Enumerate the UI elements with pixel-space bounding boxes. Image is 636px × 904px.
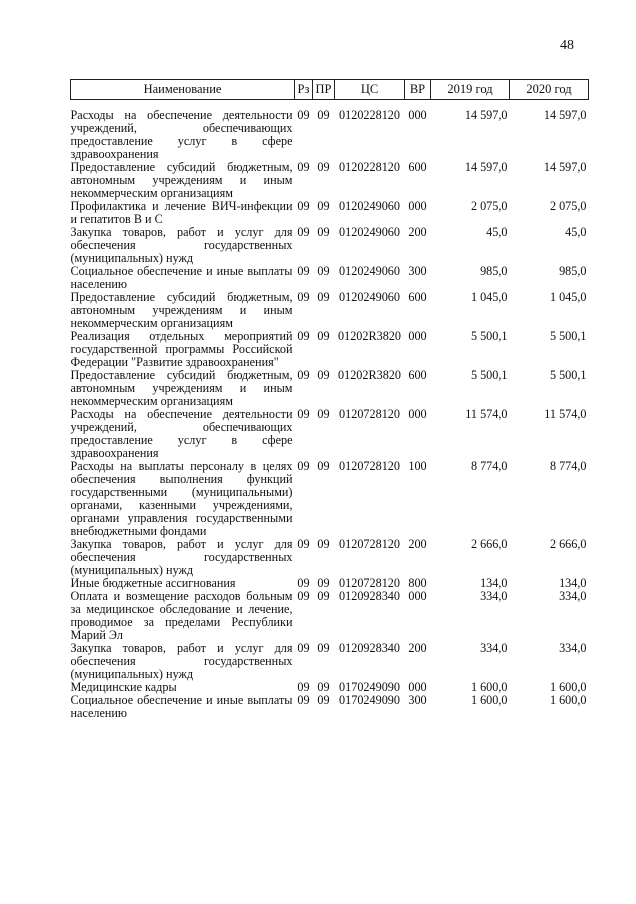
row-name: Оплата и возмещение расходов больным за медицинское обследование и лечение, проводимое за пределами Республики Марий Эл (70, 589, 293, 642)
row-name: Профилактика и лечение ВИЧ-инфекции и гепатитов В и С (70, 199, 293, 226)
row-pr: 09 (317, 368, 330, 382)
page-number: 48 (560, 38, 574, 53)
row-pr: 09 (317, 160, 330, 174)
row-amount-2020: 8 774,0 (549, 459, 587, 473)
row-name: Расходы на выплаты персоналу в целях обеспечения выполнения функций государственными (муниципальными) органами, казенными учреждениями, органами управления государственными внебюджетными фондами (70, 459, 293, 538)
row-vr: 000 (408, 589, 427, 603)
row-rz: 09 (297, 290, 310, 304)
row-rz: 09 (297, 199, 310, 213)
row-pr: 09 (317, 225, 330, 239)
row-rz: 09 (297, 680, 310, 694)
table-row (71, 538, 589, 577)
row-pr: 09 (317, 641, 330, 655)
row-cs: 0170249090 (339, 680, 400, 694)
row-vr: 000 (408, 199, 427, 213)
row-amount-2019: 1 045,0 (470, 290, 508, 304)
row-vr: 100 (408, 459, 427, 473)
row-amount-2019: 14 597,0 (464, 160, 508, 174)
row-vr: 600 (408, 290, 427, 304)
row-pr: 09 (317, 264, 330, 278)
row-pr: 09 (317, 407, 330, 421)
table-row (71, 161, 589, 200)
row-amount-2020: 1 600,0 (549, 680, 587, 694)
row-vr: 300 (408, 264, 427, 278)
row-amount-2020: 334,0 (559, 641, 587, 655)
table-row (71, 100, 589, 162)
row-name: Социальное обеспечение и иные выплаты населению (70, 264, 293, 291)
row-name: Расходы на обеспечение деятельности учреждений, обеспечивающих предоставление услуг в сфере здравоохранения (70, 108, 293, 161)
row-pr: 09 (317, 459, 330, 473)
row-cs: 01202R3820 (338, 329, 401, 343)
row-amount-2020: 334,0 (559, 589, 587, 603)
row-vr: 200 (408, 225, 427, 239)
row-amount-2020: 134,0 (559, 576, 587, 590)
row-cs: 0120728120 (339, 407, 400, 421)
row-vr: 000 (408, 329, 427, 343)
header-vr: ВР (405, 80, 431, 100)
header-name: Наименование (71, 80, 295, 100)
row-amount-2019: 134,0 (480, 576, 508, 590)
row-rz: 09 (297, 368, 310, 382)
row-pr: 09 (317, 290, 330, 304)
row-cs: 0120728120 (339, 576, 400, 590)
row-name: Закупка товаров, работ и услуг для обеспечения государственных (муниципальных) нужд (70, 537, 293, 577)
row-amount-2019: 334,0 (480, 589, 508, 603)
row-name: Реализация отдельных мероприятий государственной программы Российской Федерации "Развитие здравоохранения" (70, 329, 293, 369)
row-cs: 0120249060 (339, 225, 400, 239)
row-amount-2020: 1 600,0 (549, 693, 587, 707)
row-amount-2019: 5 500,1 (470, 329, 508, 343)
row-amount-2019: 14 597,0 (464, 108, 508, 122)
row-rz: 09 (297, 329, 310, 343)
row-pr: 09 (317, 680, 330, 694)
row-cs: 0120249060 (339, 199, 400, 213)
row-name: Иные бюджетные ассигнования (70, 576, 236, 590)
row-cs: 0120249060 (339, 264, 400, 278)
row-pr: 09 (317, 589, 330, 603)
budget-table (70, 79, 589, 720)
table-row (71, 460, 589, 538)
row-cs: 0120728120 (339, 537, 400, 551)
row-amount-2020: 14 597,0 (543, 160, 587, 174)
row-name: Предоставление субсидий бюджетным, автономным учреждениям и иным некоммерческим организациям (70, 160, 293, 200)
header-cs: ЦС (335, 80, 405, 100)
row-pr: 09 (317, 537, 330, 551)
row-cs: 01202R3820 (338, 368, 401, 382)
row-vr: 200 (408, 641, 427, 655)
header-2020: 2020 год (510, 80, 589, 100)
table-row (71, 226, 589, 265)
row-amount-2019: 5 500,1 (470, 368, 508, 382)
row-rz: 09 (297, 264, 310, 278)
row-amount-2020: 2 075,0 (549, 199, 587, 213)
row-pr: 09 (317, 693, 330, 707)
row-amount-2020: 2 666,0 (549, 537, 587, 551)
row-rz: 09 (297, 576, 310, 590)
row-name: Расходы на обеспечение деятельности учреждений, обеспечивающих предоставление услуг в сфере здравоохранения (70, 407, 293, 460)
row-amount-2020: 14 597,0 (543, 108, 587, 122)
row-name: Социальное обеспечение и иные выплаты населению (70, 693, 293, 720)
row-vr: 000 (408, 108, 427, 122)
table-row (71, 694, 589, 720)
row-cs: 0120928340 (339, 589, 400, 603)
row-amount-2019: 2 075,0 (470, 199, 508, 213)
row-amount-2019: 2 666,0 (470, 537, 508, 551)
table-row (71, 590, 589, 642)
row-rz: 09 (297, 108, 310, 122)
row-amount-2020: 45,0 (565, 225, 587, 239)
row-cs: 0170249090 (339, 693, 400, 707)
row-amount-2020: 985,0 (559, 264, 587, 278)
row-name: Медицинские кадры (70, 680, 177, 694)
row-rz: 09 (297, 459, 310, 473)
row-amount-2020: 5 500,1 (549, 329, 587, 343)
row-rz: 09 (297, 537, 310, 551)
header-pr: ПР (313, 80, 335, 100)
row-vr: 200 (408, 537, 427, 551)
row-rz: 09 (297, 225, 310, 239)
row-rz: 09 (297, 407, 310, 421)
row-vr: 000 (408, 680, 427, 694)
table-row (71, 642, 589, 681)
row-amount-2019: 45,0 (486, 225, 508, 239)
table-row (71, 265, 589, 291)
row-amount-2020: 5 500,1 (549, 368, 587, 382)
row-amount-2019: 11 574,0 (465, 407, 508, 421)
header-rz: Рз (295, 80, 313, 100)
row-pr: 09 (317, 329, 330, 343)
row-vr: 800 (408, 576, 427, 590)
row-cs: 0120228120 (339, 160, 400, 174)
row-pr: 09 (317, 199, 330, 213)
table-row (71, 330, 589, 369)
row-vr: 600 (408, 368, 427, 382)
row-amount-2019: 1 600,0 (470, 693, 508, 707)
row-amount-2020: 11 574,0 (544, 407, 587, 421)
row-amount-2019: 985,0 (480, 264, 508, 278)
row-rz: 09 (297, 160, 310, 174)
row-name: Закупка товаров, работ и услуг для обеспечения государственных (муниципальных) нужд (70, 641, 293, 681)
row-amount-2019: 334,0 (480, 641, 508, 655)
row-pr: 09 (317, 108, 330, 122)
row-rz: 09 (297, 693, 310, 707)
row-cs: 0120228120 (339, 108, 400, 122)
table-body (71, 100, 589, 721)
row-name: Предоставление субсидий бюджетным, автономным учреждениям и иным некоммерческим организациям (70, 368, 293, 408)
table-header (71, 80, 589, 100)
row-cs: 0120928340 (339, 641, 400, 655)
table-row (71, 291, 589, 330)
table-row (71, 200, 589, 226)
header-2019: 2019 год (431, 80, 510, 100)
row-rz: 09 (297, 641, 310, 655)
row-vr: 600 (408, 160, 427, 174)
row-cs: 0120249060 (339, 290, 400, 304)
row-rz: 09 (297, 589, 310, 603)
row-amount-2019: 8 774,0 (470, 459, 508, 473)
table-row (71, 369, 589, 408)
row-amount-2020: 1 045,0 (549, 290, 587, 304)
row-cs: 0120728120 (339, 459, 400, 473)
row-name: Закупка товаров, работ и услуг для обеспечения государственных (муниципальных) нужд (70, 225, 293, 265)
row-vr: 300 (408, 693, 427, 707)
row-amount-2019: 1 600,0 (470, 680, 508, 694)
row-pr: 09 (317, 576, 330, 590)
row-name: Предоставление субсидий бюджетным, автономным учреждениям и иным некоммерческим организациям (70, 290, 293, 330)
table-row (71, 408, 589, 460)
row-vr: 000 (408, 407, 427, 421)
